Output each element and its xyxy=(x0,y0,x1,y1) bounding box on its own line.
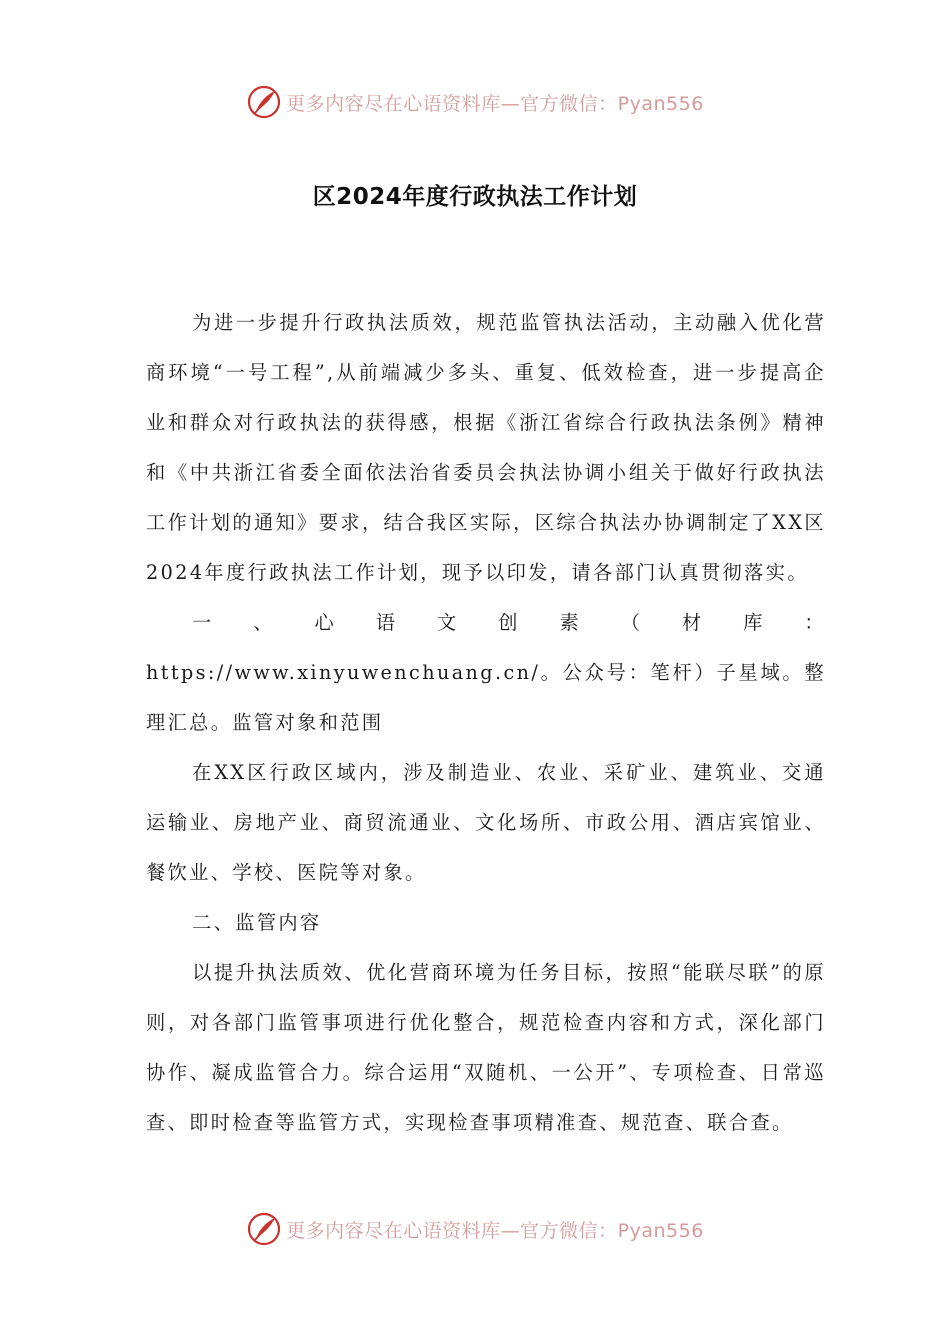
quill-logo-icon xyxy=(246,1211,282,1247)
intro-paragraph: 为进一步提升行政执法质效，规范监管执法活动，主动融入优化营商环境“一号工程”,从前端减少多头、重复、低效检查，进一步提高企业和群众对行政执法的获得感，根据《浙江省综合行政执法条例》精神和《中共浙江省委全面依法治省委员会执法协调小组关于做好行政执法工作计划的通知》要求，结合我区实际，区综合执法办协调制定了XX区2024年度行政执法工作计划，现予以印发，请各部门认真贯彻落实。 xyxy=(146,311,826,584)
quill-logo-icon xyxy=(246,84,282,120)
header-watermark-banner xyxy=(0,80,950,124)
content-paragraph: 以提升执法质效、优化营商环境为任务目标，按照“能联尽联”的原则，对各部门监管事项进行优化整合，规范检查内容和方式，深化部门协作、凝成监管合力。综合运用“双随机、一公开”、专项检查、日常巡查、即时检查等监管方式，实现检查事项精准查、规范查、联合查。 xyxy=(146,961,826,1134)
document-title: 区2024年度行政执法工作计划 xyxy=(312,184,638,210)
section-heading-2: 二、监管内容 xyxy=(192,911,322,934)
section-heading-1: 一、心语文创素（材库：https://www.xinyuwenchuang.cn/。公众号：笔杆）子星域。整理汇总。监管对象和范围 xyxy=(146,611,826,734)
scope-paragraph: 在XX区行政区域内，涉及制造业、农业、采矿业、建筑业、交通运输业、房地产业、商贸流通业、文化场所、市政公用、酒店宾馆业、餐饮业、学校、医院等对象。 xyxy=(146,761,826,884)
watermark-text: 更多内容尽在心语资料库—官方微信：Pyan556 xyxy=(286,92,704,115)
watermark-text: 更多内容尽在心语资料库—官方微信：Pyan556 xyxy=(286,1219,704,1242)
footer-watermark-banner xyxy=(0,1207,950,1251)
document-body xyxy=(146,298,826,1148)
